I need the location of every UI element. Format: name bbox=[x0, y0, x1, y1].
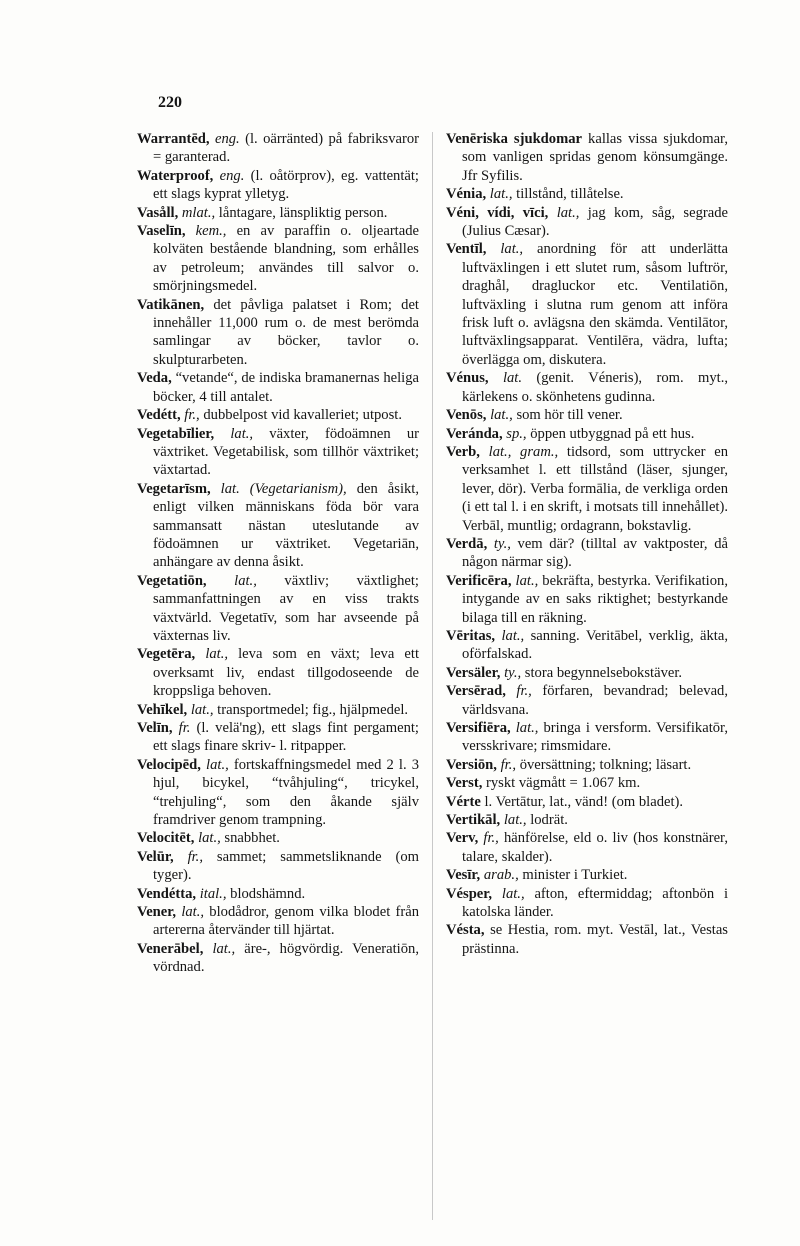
entry-abbreviation: lat., bbox=[515, 720, 539, 736]
entry-definition: växtliv; växtlighet; sammanfattningen av en viss trakts växtvärld. Vegetatīv, som har avseende på växternas liv. bbox=[153, 572, 419, 644]
entry-abbreviation: ty., bbox=[504, 664, 522, 681]
entry-headword: Vésta, bbox=[446, 922, 485, 939]
entry-abbreviation: ital., bbox=[199, 885, 227, 902]
entry-definition: ryskt vägmått = 1.067 km. bbox=[486, 775, 641, 792]
entry-headword: Verb, bbox=[446, 443, 480, 460]
entry-abbreviation: lat., bbox=[501, 885, 525, 902]
entry-headword: Venēriska sjukdomar bbox=[446, 131, 583, 147]
entry-abbreviation: lat., bbox=[489, 186, 513, 203]
entry-abbreviation: lat., bbox=[206, 756, 229, 773]
dictionary-entry bbox=[446, 204, 728, 241]
dictionary-entry bbox=[446, 774, 728, 792]
dictionary-entry bbox=[446, 240, 728, 369]
entry-abbreviation: fr., bbox=[483, 830, 499, 847]
entry-abbreviation: fr., bbox=[500, 756, 517, 773]
dictionary-entry bbox=[446, 185, 728, 203]
entry-abbreviation: lat., gram., bbox=[488, 443, 559, 460]
entry-definition: översättning; tolkning; läsart. bbox=[519, 756, 692, 773]
dictionary-entry bbox=[446, 866, 728, 884]
dictionary-entry bbox=[446, 829, 728, 866]
entry-headword: Verst, bbox=[446, 775, 483, 792]
entry-definition: anordning för att underlätta luftväxlingen i ett slutet rum, såsom luftrör, draghål, dragluckor etc. Ventilatiōn, luftväxling i slutna rum genom att införa frisk luft o. avlägsna den skämda. Ventilātor, luftväxlingsapparat. Ventilēra, vädra, lufta; överlägga om, diskutera. bbox=[462, 241, 728, 368]
entry-headword: Veda, bbox=[137, 370, 172, 387]
dictionary-entry bbox=[137, 369, 419, 406]
entry-headword: Vendétta, bbox=[137, 885, 197, 902]
dictionary-entry bbox=[446, 572, 728, 627]
entry-headword: Velocipēd, bbox=[137, 756, 201, 773]
entry-abbreviation: lat., bbox=[230, 425, 254, 442]
dictionary-entry bbox=[137, 829, 419, 847]
entry-abbreviation: lat., bbox=[234, 572, 257, 589]
entry-headword: Vegetabīlier, bbox=[137, 425, 215, 442]
entry-headword: Ventīl, bbox=[446, 241, 487, 258]
dictionary-entry bbox=[137, 701, 419, 719]
dictionary-entry bbox=[137, 645, 419, 700]
entry-headword: Vesīr, bbox=[446, 867, 481, 884]
entry-abbreviation: fr., bbox=[516, 683, 532, 700]
entry-definition: (l. oåtörprov), eg. vattentät; ett slags kyprat ylletyg. bbox=[153, 167, 419, 203]
entry-definition: kallas vissa sjukdomar, som vanligen spridas genom könsumgänge. Jfr Syfilis. bbox=[462, 131, 728, 184]
entry-abbreviation: lat., bbox=[556, 204, 580, 221]
entry-definition: tillstånd, tillåtelse. bbox=[516, 186, 624, 203]
entry-headword: Venerābel, bbox=[137, 940, 204, 957]
entry-abbreviation: fr. bbox=[178, 720, 191, 736]
dictionary-entry bbox=[137, 296, 419, 370]
entry-definition: låntagare, länspliktig person. bbox=[218, 204, 388, 221]
entry-headword: Vedétt, bbox=[137, 407, 181, 424]
entry-definition: äre-, högvördig. Veneratiōn, vördnad. bbox=[153, 940, 419, 976]
entry-headword: Verdā, bbox=[446, 535, 488, 552]
entry-definition: en av paraffin o. oljeartade kolväten bestående blandning, som erhålles av petroleum; användes till salvor o. smörjningsmedel. bbox=[153, 223, 419, 295]
entry-definition: leva som en växt; leva ett overksamt liv, endast tillgodoseende de kroppsliga behoven. bbox=[153, 646, 419, 700]
entry-headword: Veránda, bbox=[446, 425, 503, 442]
entry-headword: Versäler, bbox=[446, 664, 501, 681]
entry-abbreviation: lat., bbox=[212, 940, 236, 957]
entry-definition: öppen utbyggnad på ett hus. bbox=[530, 425, 695, 442]
entry-definition: vem där? (tilltal av vaktposter, då någon närmar sig). bbox=[462, 535, 728, 571]
entry-abbreviation: ty., bbox=[493, 535, 511, 552]
entry-abbreviation: lat., bbox=[515, 572, 539, 589]
entry-definition: minister i Turkiet. bbox=[522, 867, 628, 884]
entry-definition: sammet; sammetsliknande (om tyger). bbox=[153, 848, 420, 884]
dictionary-entry bbox=[137, 480, 419, 572]
entry-headword: Vénia, bbox=[446, 186, 487, 203]
entry-definition: hänförelse, eld o. liv (hos konstnärer, talare, skalder). bbox=[462, 830, 728, 865]
dictionary-entry bbox=[137, 130, 419, 167]
entry-definition: afton, eftermiddag; aftonbön i katolska länder. bbox=[462, 885, 729, 921]
dictionary-entry bbox=[137, 903, 419, 940]
entry-definition: växter, födoämnen ur växtriket. Vegetabilisk, som tillhör växtriket; växtartad. bbox=[153, 425, 419, 479]
dictionary-entry bbox=[446, 719, 728, 756]
entry-headword: Vegetarīsm, bbox=[137, 480, 211, 497]
page-number: 220 bbox=[158, 94, 182, 111]
entry-headword: Versērad, bbox=[446, 683, 506, 700]
entry-definition: förfaren, bevandrad; belevad, världsvana. bbox=[462, 683, 729, 718]
entry-definition: den åsikt, enligt vilken människans föda bör vara sammansatt nästan uteslutande av födoämnen ur växtriket. Vegetariān, anhängare av denna åsikt. bbox=[153, 480, 420, 571]
entry-definition: stora begynnelsebokstäver. bbox=[524, 664, 683, 681]
dictionary-entry bbox=[137, 425, 419, 480]
entry-abbreviation: fr., bbox=[184, 407, 200, 424]
entry-abbreviation: lat. (Vegetarianism), bbox=[220, 480, 347, 497]
entry-abbreviation: lat., bbox=[501, 627, 525, 644]
entry-definition: blodådror, genom vilka blodet från artererna återvänder till hjärtat. bbox=[153, 904, 419, 939]
entry-definition: tidsord, som uttrycker en verksamhet l. ett tillstånd (läser, sjunger, lever, dör). Verba formālia, de verkliga orden (i ett tal l. i en skrift, i motsats till innehållet). Verbāl, muntlig; ordagrann, bokstavlig. bbox=[462, 443, 728, 534]
entry-definition: (l. velä'ng), ett slags fint pergament; ett slags finare skriv- l. ritpapper. bbox=[153, 720, 419, 755]
entry-abbreviation: lat. bbox=[502, 370, 523, 387]
entry-headword: Waterproof, bbox=[137, 167, 214, 184]
dictionary-entry bbox=[446, 682, 728, 719]
entry-headword: Vasåll, bbox=[137, 204, 179, 221]
entry-definition: snabbhet. bbox=[224, 830, 280, 847]
dictionary-entry bbox=[446, 406, 728, 424]
entry-headword: Vatikānen, bbox=[137, 296, 205, 313]
entry-headword: Vésper, bbox=[446, 885, 493, 902]
dictionary-entry bbox=[446, 756, 728, 774]
entry-headword: Velocitēt, bbox=[137, 830, 195, 847]
entry-abbreviation: lat., bbox=[198, 830, 221, 847]
entry-definition: bekräfta, bestyrka. Verifikation, intygande av en saks riktighet; bestyrkande bilaga till en räkning. bbox=[462, 572, 728, 626]
dictionary-entry bbox=[446, 443, 728, 535]
entry-definition: det påvliga palatset i Rom; det innehåller 11,000 rum o. de mest berömda samlingar av böcker, tavlor o. skulpturarbeten. bbox=[153, 296, 419, 368]
dictionary-entry bbox=[137, 406, 419, 424]
entry-definition: se Hestia, rom. myt. Vestāl, lat., Vestas prästinna. bbox=[462, 922, 728, 957]
entry-abbreviation: eng. bbox=[219, 167, 245, 184]
entry-abbreviation: mlat., bbox=[181, 204, 216, 221]
dictionary-entry bbox=[446, 369, 728, 406]
entry-definition: lodrät. bbox=[530, 812, 568, 829]
entry-headword: Véni, vídi, vīci, bbox=[446, 204, 549, 221]
entry-headword: Velīn, bbox=[137, 720, 173, 736]
entry-definition: l. Vertātur, lat., vänd! (om bladet). bbox=[484, 793, 684, 810]
entry-definition: dubbelpost vid kavalleriet; utpost. bbox=[203, 407, 402, 424]
column-divider bbox=[432, 132, 433, 1220]
dictionary-entry bbox=[446, 793, 728, 811]
entry-headword: Verv, bbox=[446, 830, 479, 847]
entry-abbreviation: lat., bbox=[490, 407, 513, 424]
dictionary-entry bbox=[446, 811, 728, 829]
entry-abbreviation: lat., bbox=[503, 812, 527, 829]
entry-abbreviation: fr., bbox=[187, 848, 203, 865]
entry-definition: blodshämnd. bbox=[230, 885, 306, 902]
entry-definition: (genit. Véneris), rom. myt., kärlekens o. skönhetens gudinna. bbox=[462, 370, 728, 405]
dictionary-entry bbox=[446, 885, 728, 922]
entry-abbreviation: lat., bbox=[181, 904, 205, 921]
dictionary-entry bbox=[446, 535, 728, 572]
dictionary-entry bbox=[137, 885, 419, 903]
dictionary-entry bbox=[137, 572, 419, 646]
dictionary-entry bbox=[137, 940, 419, 977]
left-column bbox=[137, 130, 419, 977]
entry-abbreviation: sp., bbox=[506, 425, 527, 442]
entry-definition: som hör till vener. bbox=[516, 407, 623, 424]
dictionary-entry bbox=[446, 425, 728, 443]
entry-headword: Versiōn, bbox=[446, 756, 497, 773]
entry-definition: (l. oärränted) på fabriksvaror = garanterad. bbox=[153, 131, 419, 166]
entry-definition: transportmedel; fig., hjälpmedel. bbox=[217, 701, 409, 718]
entry-headword: Velūr, bbox=[137, 848, 174, 865]
right-column bbox=[446, 130, 728, 958]
dictionary-entry bbox=[446, 921, 728, 958]
entry-abbreviation: lat., bbox=[190, 701, 214, 718]
entry-headword: Vēritas, bbox=[446, 627, 496, 644]
dictionary-entry bbox=[137, 204, 419, 222]
entry-headword: Vertikāl, bbox=[446, 812, 501, 829]
dictionary-entry bbox=[137, 848, 419, 885]
entry-headword: Warrantēd, bbox=[137, 131, 210, 147]
entry-headword: Vegetatiōn, bbox=[137, 572, 207, 589]
entry-headword: Vérte bbox=[446, 793, 481, 810]
entry-headword: Vener, bbox=[137, 904, 177, 921]
dictionary-entry bbox=[137, 222, 419, 296]
entry-headword: Vaselīn, bbox=[137, 223, 186, 240]
entry-abbreviation: eng. bbox=[214, 131, 240, 147]
entry-definition: bringa i versform. Versifikatōr, versskrivare; rimsmidare. bbox=[462, 720, 728, 755]
entry-abbreviation: lat., bbox=[500, 241, 524, 258]
entry-abbreviation: kem., bbox=[195, 223, 227, 240]
entry-headword: Vénus, bbox=[446, 370, 489, 387]
entry-definition: “vetande“, de indiska bramanernas heliga böcker, 4 till antalet. bbox=[153, 370, 419, 405]
entry-definition: jag kom, såg, segrade (Julius Cæsar). bbox=[462, 204, 728, 240]
dictionary-entry bbox=[137, 167, 419, 204]
dictionary-entry bbox=[446, 627, 728, 664]
entry-headword: Versifiēra, bbox=[446, 720, 511, 736]
entry-definition: sanning. Veritābel, verklig, äkta, oförfalskad. bbox=[462, 627, 728, 663]
entry-headword: Venōs, bbox=[446, 407, 487, 424]
entry-headword: Vehīkel, bbox=[137, 701, 188, 718]
entry-headword: Vegetēra, bbox=[137, 646, 196, 663]
dictionary-entry bbox=[137, 756, 419, 830]
dictionary-entry bbox=[446, 130, 728, 185]
entry-definition: fortskaffningsmedel med 2 l. 3 hjul, bicykel, “tvåhjuling“, tricykel, “trehjuling“, som den åkande själv framdriver genom trampning. bbox=[153, 756, 420, 829]
dictionary-entry bbox=[137, 719, 419, 756]
entry-headword: Verificēra, bbox=[446, 572, 512, 589]
entry-abbreviation: lat., bbox=[205, 646, 229, 663]
dictionary-entry bbox=[446, 664, 728, 682]
entry-abbreviation: arab., bbox=[483, 867, 519, 884]
